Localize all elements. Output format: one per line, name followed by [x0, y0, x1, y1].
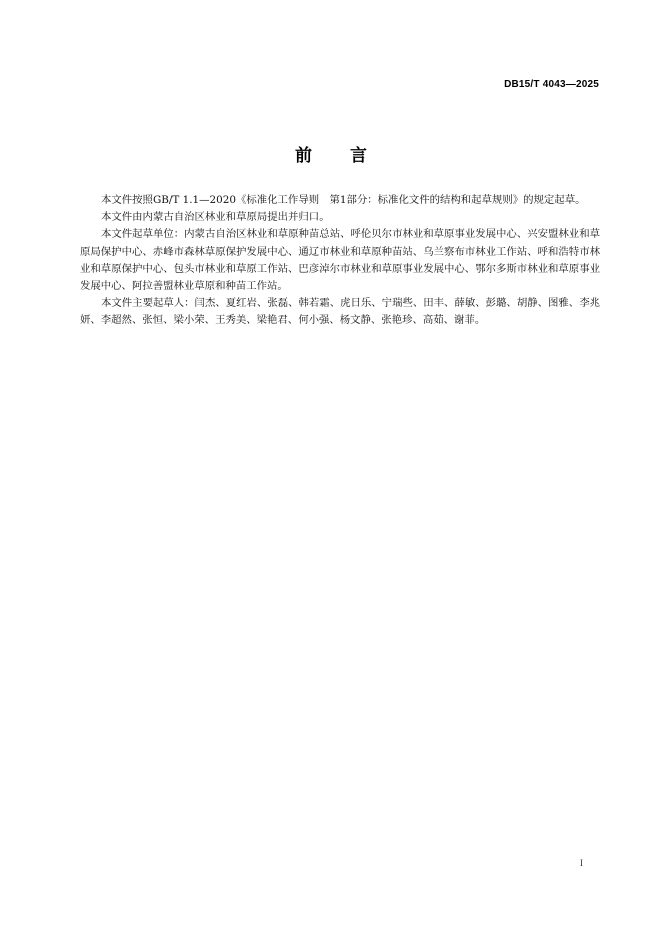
page-number: I — [580, 858, 583, 868]
paragraph-drafters: 本文件主要起草人：闫杰、夏红岩、张磊、韩若霜、虎日乐、宁瑞些、田丰、薛敏、彭璐、胡静、图雅、李兆妍、李超然、张恒、梁小荣、王秀美、梁艳君、何小强、杨文静、张艳珍、高茹、谢菲。 — [80, 297, 600, 327]
paragraph-drafting-rules: 本文件按照GB/T 1.1—2020《标准化工作导则 第1部分：标准化文件的结构和起草规则》的规定起草。 — [101, 194, 586, 206]
page-title: 前言 — [295, 146, 405, 166]
paragraph-drafting-units: 本文件起草单位：内蒙古自治区林业和草原种苗总站、呼伦贝尔市林业和草原事业发展中心、兴安盟林业和草原局保护中心、赤峰市森林草原保护发展中心、通辽市林业和草原种苗站、乌兰察布市林业工作站、呼和浩特市林业和草原保护中心、包头市林业和草原工作站、巴彦淖尔市林业和草原事业发展中心、鄂尔多斯市林业和草原事业发展中心、阿拉善盟林业草原和种苗工作站。 — [80, 228, 600, 293]
document-code: DB15/T 4043—2025 — [504, 79, 599, 90]
paragraph-proposer: 本文件由内蒙古自治区林业和草原局提出并归口。 — [101, 211, 330, 224]
foreword-body — [80, 192, 600, 330]
